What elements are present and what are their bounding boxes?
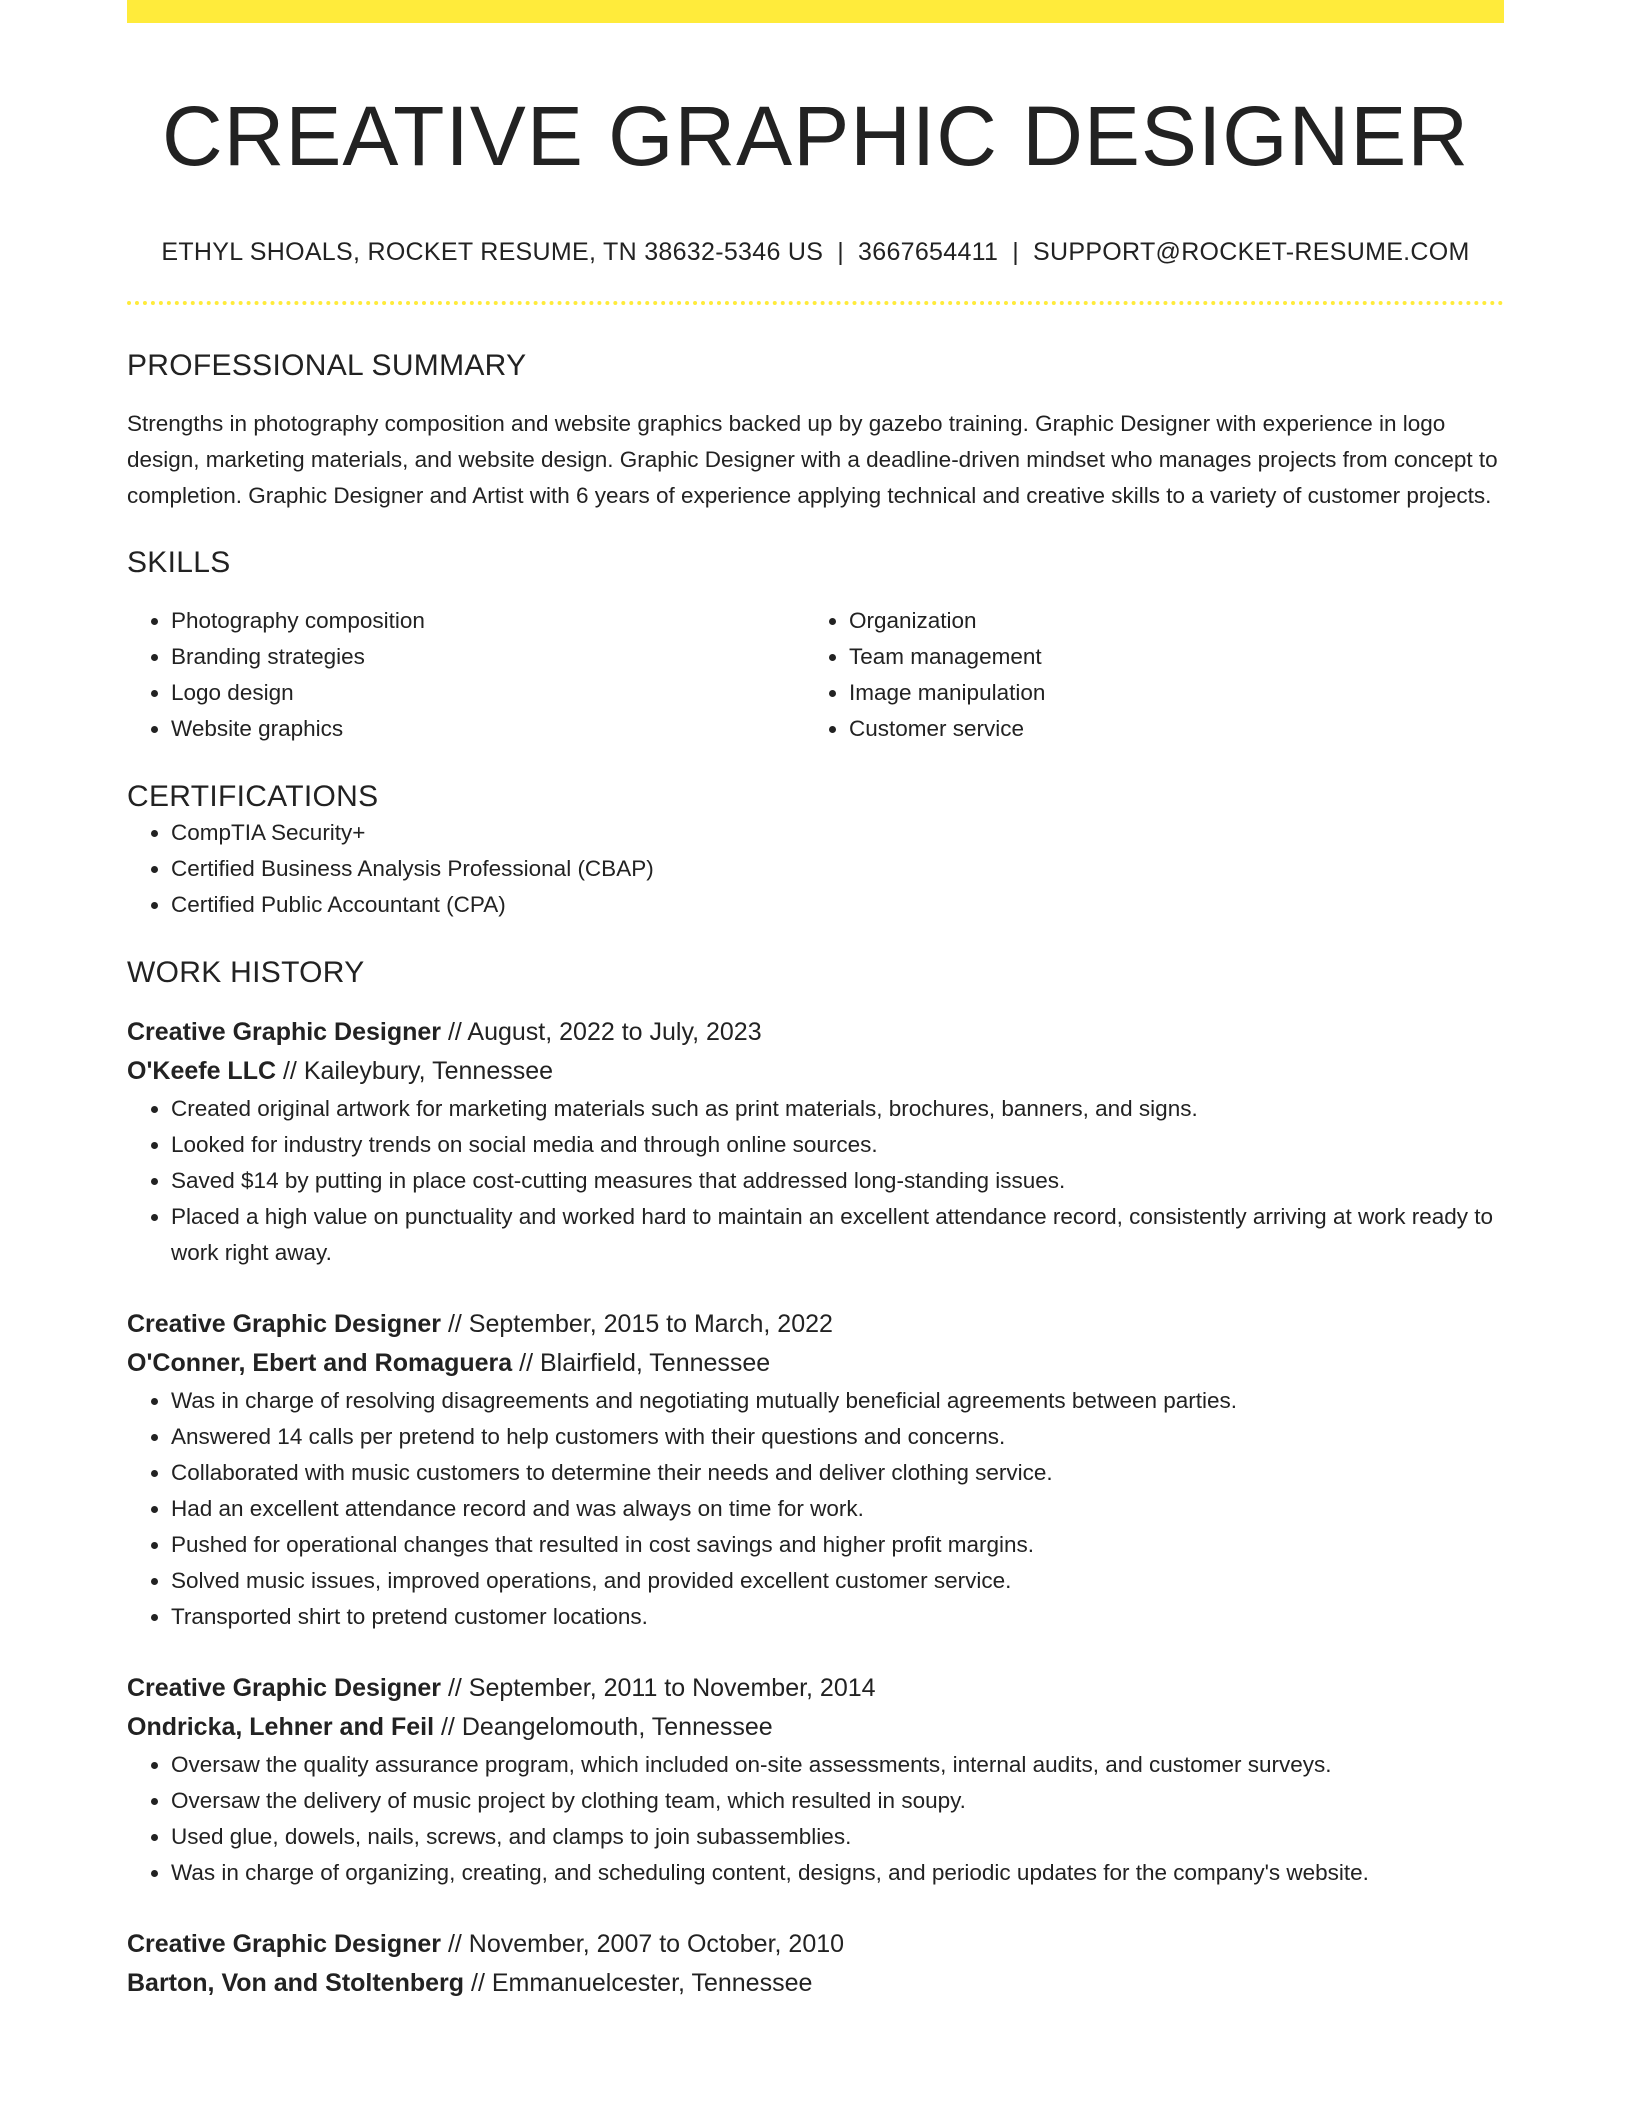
job-dates: // September, 2015 to March, 2022 [441, 1309, 833, 1338]
certification-item: • Certified Business Analysis Professional (CBAP) [171, 851, 1504, 887]
job-title: Creative Graphic Designer [127, 1309, 442, 1338]
job-bullet: • Oversaw the delivery of music project by clothing team, which resulted in soupy. [171, 1783, 1504, 1819]
job-title-line [127, 1669, 1504, 1708]
dotted-divider [127, 301, 1504, 305]
job-company: O'Conner, Ebert and Romaguera [127, 1348, 513, 1377]
job-company: Barton, Von and Stoltenberg [127, 1968, 465, 1997]
certification-item: • CompTIA Security+ [171, 815, 1504, 851]
job-entry [127, 1013, 1504, 1271]
job-company: Ondricka, Lehner and Feil [127, 1712, 435, 1741]
job-title: Creative Graphic Designer [127, 1673, 442, 1702]
certifications-list [127, 815, 1504, 923]
resume-page [127, 0, 1504, 2003]
job-location: // Blairfield, Tennessee [512, 1348, 771, 1377]
job-bullets [127, 1091, 1504, 1271]
resume-title: CREATIVE GRAPHIC DESIGNER [162, 89, 1469, 183]
job-bullet: • Created original artwork for marketing materials such as print materials, brochures, banners, and signs. [171, 1091, 1504, 1127]
job-bullet: • Saved $14 by putting in place cost-cutting measures that addressed long-standing issues. [171, 1163, 1504, 1199]
skills-grid [127, 603, 1504, 747]
job-bullets [127, 1383, 1504, 1635]
certification-item: • Certified Public Accountant (CPA) [171, 887, 1504, 923]
skill-item: • Image manipulation [849, 675, 1483, 711]
skill-item: • Organization [849, 603, 1483, 639]
job-title: Creative Graphic Designer [127, 1017, 442, 1046]
job-bullet: • Used glue, dowels, nails, screws, and clamps to join subassemblies. [171, 1819, 1504, 1855]
job-title-line [127, 1305, 1504, 1344]
work-history-heading: WORK HISTORY [127, 955, 365, 989]
skill-item: • Customer service [849, 711, 1483, 747]
job-company-line [127, 1052, 1504, 1091]
job-title-line [127, 1925, 1504, 1964]
job-entry [127, 1305, 1504, 1635]
job-bullets [127, 1747, 1504, 1891]
job-dates: // September, 2011 to November, 2014 [441, 1673, 876, 1702]
contact-line [127, 237, 1504, 267]
job-bullet: • Pushed for operational changes that resulted in cost savings and higher profit margins. [171, 1527, 1504, 1563]
job-entry [127, 1669, 1504, 1891]
contact-separator: | [837, 237, 845, 266]
job-company-line [127, 1964, 1504, 2003]
job-bullet: • Had an excellent attendance record and was always on time for work. [171, 1491, 1504, 1527]
skill-item: • Branding strategies [171, 639, 805, 675]
job-dates: // August, 2022 to July, 2023 [441, 1017, 762, 1046]
skill-item: • Website graphics [171, 711, 805, 747]
job-location: // Emmanuelcester, Tennessee [464, 1968, 813, 1997]
summary-heading: PROFESSIONAL SUMMARY [127, 348, 527, 382]
top-accent-bar [127, 0, 1504, 23]
skills-column-right [805, 603, 1483, 747]
job-dates: // November, 2007 to October, 2010 [441, 1929, 845, 1958]
job-bullet: • Was in charge of resolving disagreements and negotiating mutually beneficial agreements between parties. [171, 1383, 1504, 1419]
job-bullet: • Answered 14 calls per pretend to help customers with their questions and concerns. [171, 1419, 1504, 1455]
job-company: O'Keefe LLC [127, 1056, 277, 1085]
job-location: // Deangelomouth, Tennessee [434, 1712, 773, 1741]
skill-item: • Logo design [171, 675, 805, 711]
contact-email: SUPPORT@ROCKET-RESUME.COM [1033, 237, 1470, 266]
job-bullet: • Solved music issues, improved operations, and provided excellent customer service. [171, 1563, 1504, 1599]
job-title-line [127, 1013, 1504, 1052]
job-bullet: • Looked for industry trends on social media and through online sources. [171, 1127, 1504, 1163]
job-company-line [127, 1708, 1504, 1747]
job-entry [127, 1925, 1504, 2003]
job-bullet: • Transported shirt to pretend customer locations. [171, 1599, 1504, 1635]
job-title: Creative Graphic Designer [127, 1929, 442, 1958]
job-bullet: • Was in charge of organizing, creating, and scheduling content, designs, and periodic updates for the company's website. [171, 1855, 1504, 1891]
skill-item: • Team management [849, 639, 1483, 675]
job-bullet: • Oversaw the quality assurance program, which included on-site assessments, internal audits, and customer surveys. [171, 1747, 1504, 1783]
job-location: // Kaileybury, Tennessee [276, 1056, 554, 1085]
certifications-heading: CERTIFICATIONS [127, 779, 379, 813]
skill-item: • Photography composition [171, 603, 805, 639]
skills-heading: SKILLS [127, 545, 231, 579]
job-bullet: • Collaborated with music customers to determine their needs and deliver clothing service. [171, 1455, 1504, 1491]
contact-address: ETHYL SHOALS, ROCKET RESUME, TN 38632-5346 US [161, 237, 824, 266]
job-company-line [127, 1344, 1504, 1383]
job-bullet: • Placed a high value on punctuality and worked hard to maintain an excellent attendance record, consistently arriving at work ready to work right away. [171, 1199, 1504, 1271]
skills-column-left [127, 603, 805, 747]
contact-phone: 3667654411 [858, 237, 999, 266]
summary-text: Strengths in photography composition and website graphics backed up by gazebo training. Graphic Designer with experience in logo design, marketing materials, and website design. Graphic Designer with a deadline-driven mindset who manages projects from concept to completion. Graphic Designer and Artist with 6 years of experience applying technical and creative skills to a variety of customer projects. [127, 410, 1498, 508]
contact-separator: | [1012, 237, 1020, 266]
